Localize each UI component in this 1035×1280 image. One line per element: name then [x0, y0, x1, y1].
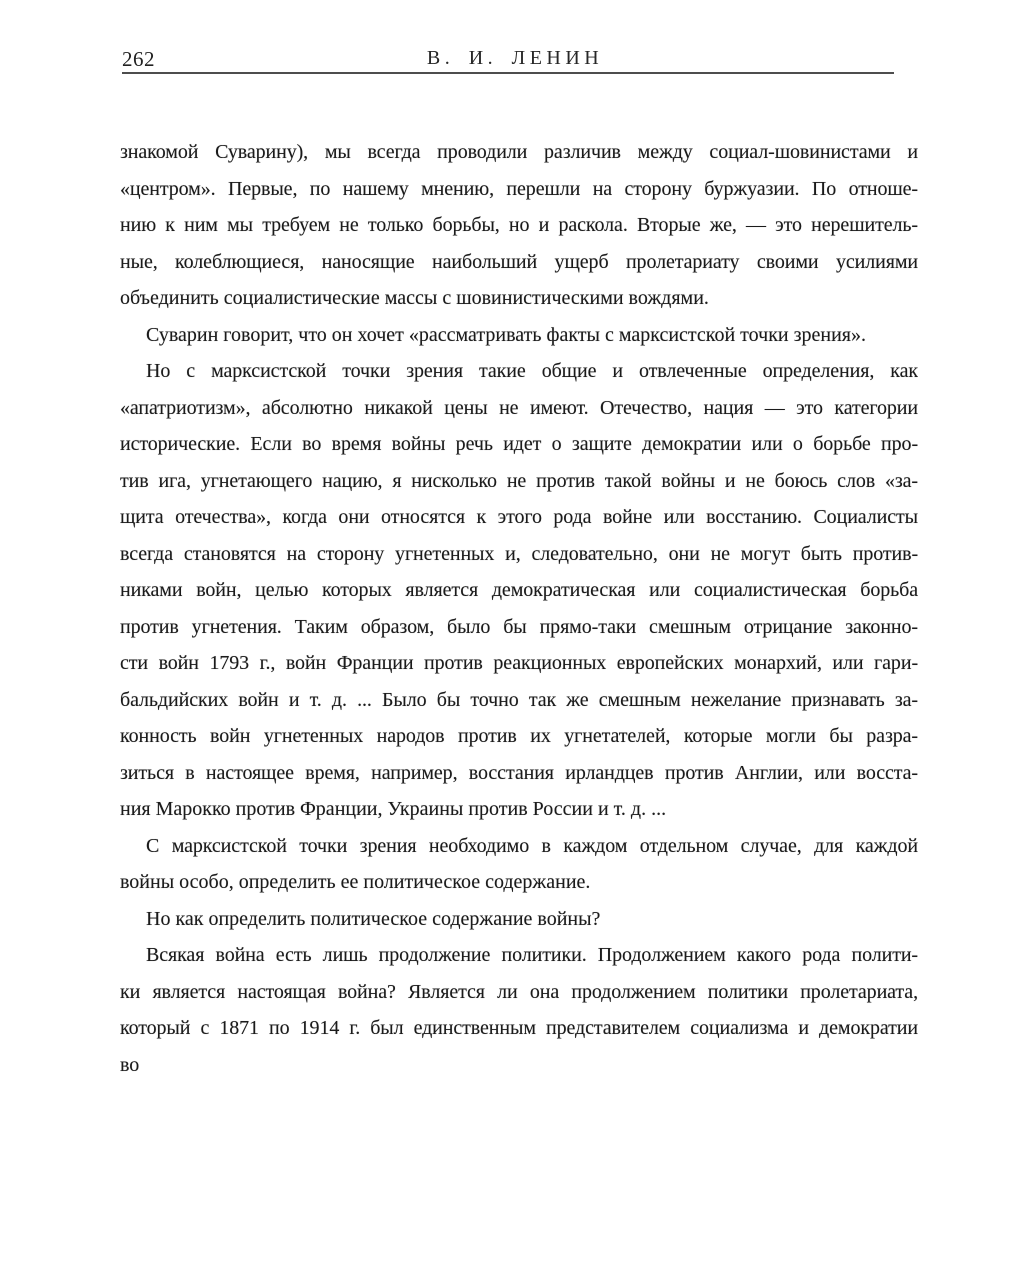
text-line: зиться в настоящее время, например, восстания ирландцев против Англии, или восста-: [120, 761, 918, 784]
text-line: всегда становятся на сторону угнетенных и, следовательно, они не могут быть против-: [120, 542, 918, 565]
text-line: Но как определить политическое содержание войны?: [146, 907, 601, 930]
text-line: против угнетения. Таким образом, было бы прямо-таки смешным отрицание законно-: [120, 615, 918, 638]
text-line: С марксистской точки зрения необходимо в каждом отдельном случае, для каждой: [146, 834, 918, 857]
text-line: Всякая война есть лишь продолжение политики. Продолжением какого рода полити-: [146, 944, 918, 966]
text-line: Суварин говорит, что он хочет «рассматривать факты с марксистской точки зрения».: [146, 323, 866, 346]
text-line: нию к ним мы требуем не только борьбы, но и раскола. Вторые же, — это нерешитель-: [120, 214, 918, 236]
text-line: конность войн угнетенных народов против их угнетателей, которые могли бы разра-: [120, 725, 918, 747]
text-line: во: [120, 1053, 140, 1076]
text-line: Но с марксистской точки зрения такие общие и отвлеченные определения, как: [146, 360, 918, 382]
text-line: ки является настоящая война? Является ли она продолжением политики пролетариата,: [120, 980, 918, 1003]
page-body: [120, 134, 918, 1083]
text-line: объединить социалистические массы с шовинистическими вождями.: [120, 287, 709, 309]
text-line: исторические. Если во время войны речь идет о защите демократии или о борьбе про-: [120, 433, 918, 455]
text-line: «апатриотизм», абсолютно никакой цены не имеют. Отечество, нация — это категории: [120, 396, 918, 419]
text-line: ные, колеблющиеся, наносящие наибольший ущерб пролетариату своими усилиями: [120, 250, 918, 273]
text-line: бальдийских войн и т. д. ... Было бы точно так же смешным нежелание признавать за-: [120, 688, 918, 711]
paragraph: [120, 937, 918, 1083]
text-line: знакомой Суварину), мы всегда проводили различив между социал-шовинистами и: [120, 141, 918, 163]
paragraph: [120, 317, 918, 354]
text-line: «центром». Первые, по нашему мнению, перешли на сторону буржуазии. По отноше-: [120, 177, 918, 200]
running-head: В. И. ЛЕНИН: [426, 47, 604, 69]
text-line: щита отечества», когда они относятся к этого рода войне или восстанию. Социалисты: [120, 506, 918, 528]
page-header: [122, 44, 894, 74]
text-line: войны особо, определить ее политическое содержание.: [120, 871, 591, 893]
paragraph: [120, 901, 918, 938]
paragraph: [120, 828, 918, 901]
text-line: никами войн, целью которых является демократическая или социалистическая борьба: [120, 579, 918, 601]
text-line: который с 1871 по 1914 г. был единственным представителем социализма и демократии: [120, 1017, 918, 1039]
text-line: сти войн 1793 г., войн Франции против реакционных европейских монархий, или гари-: [120, 652, 918, 674]
text-line: тив ига, угнетающего нацию, я нисколько не против такой войны и не боюсь слов «за-: [120, 469, 918, 492]
page-number: 262: [122, 47, 155, 71]
text-line: ния Марокко против Франции, Украины против России и т. д. ...: [120, 798, 667, 820]
paragraph: [120, 353, 918, 828]
paragraph: [120, 134, 918, 317]
